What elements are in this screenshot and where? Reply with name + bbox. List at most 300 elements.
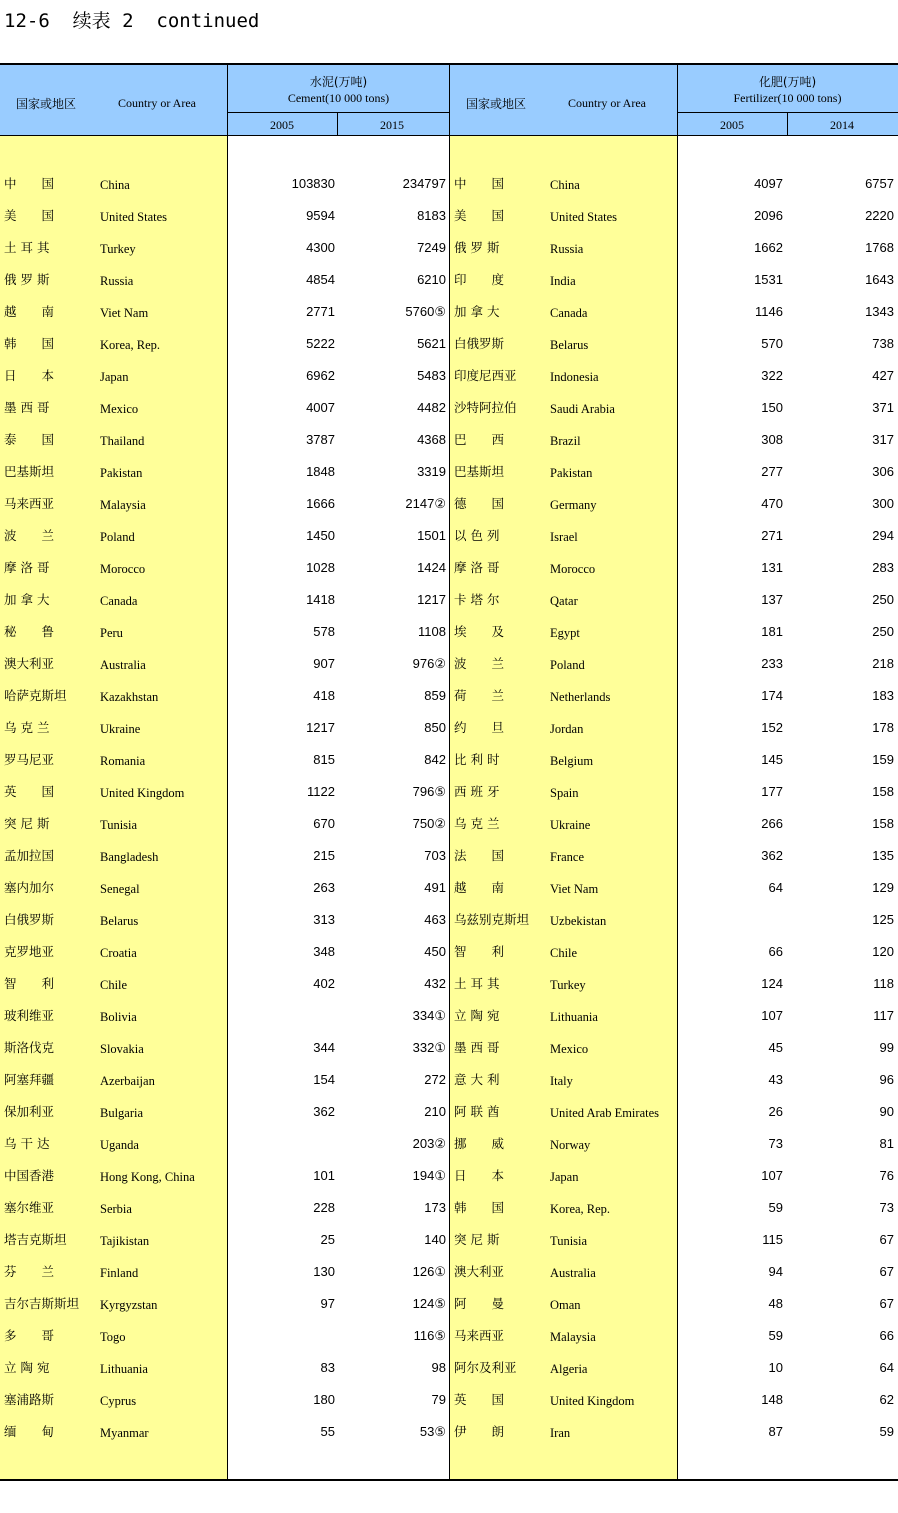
value-first-year: 66	[768, 944, 783, 959]
value-second-year: 234797	[402, 176, 446, 191]
country-name-cn: 立 陶 宛	[454, 1008, 500, 1023]
country-name-en: Poland	[550, 658, 585, 672]
value-first-year: 101	[313, 1168, 335, 1183]
country-name-en: Uzbekistan	[550, 914, 607, 928]
value-second-year: 976②	[412, 656, 446, 671]
value-second-year: 120	[872, 944, 894, 959]
value-second-year: 67	[879, 1232, 894, 1247]
value-first-year: 271	[761, 528, 783, 543]
value-second-year: 250	[872, 592, 894, 607]
value-first-year: 10	[768, 1360, 783, 1375]
table-row	[450, 240, 898, 272]
table-row	[0, 560, 450, 592]
table-row	[450, 1296, 898, 1328]
fertilizer-year-2014: 2014	[830, 118, 854, 132]
cement-header-en: Cement(10 000 tons)	[287, 91, 390, 105]
table-row	[450, 656, 898, 688]
country-name-en: Bangladesh	[100, 850, 159, 864]
value-second-year: 125	[872, 912, 894, 927]
country-name-cn: 摩 洛 哥	[454, 560, 500, 575]
value-second-year: 159	[872, 752, 894, 767]
country-name-cn: 玻利维亚	[4, 1008, 55, 1023]
country-name-en: Russia	[550, 242, 584, 256]
value-first-year: 1217	[306, 720, 335, 735]
table-row	[450, 1168, 898, 1200]
value-first-year: 9594	[306, 208, 335, 223]
table-row	[0, 240, 450, 272]
table-row	[450, 368, 898, 400]
value-second-year: 796⑤	[412, 784, 446, 799]
country-name-en: Italy	[550, 1074, 573, 1088]
value-first-year: 48	[768, 1296, 783, 1311]
country-name-cn: 阿 联 酋	[454, 1104, 500, 1119]
value-first-year: 470	[761, 496, 783, 511]
value-second-year: 250	[872, 624, 894, 639]
value-first-year: 115	[762, 1232, 783, 1247]
country-name-en: Tunisia	[550, 1234, 588, 1248]
value-second-year: 7249	[417, 240, 446, 255]
value-second-year: 1768	[865, 240, 894, 255]
table-row	[450, 528, 898, 560]
table-row	[450, 912, 898, 944]
country-name-en: Belgium	[550, 754, 594, 768]
table-row	[450, 208, 898, 240]
country-name-en: Australia	[550, 1266, 596, 1280]
table-row	[0, 720, 450, 752]
value-second-year: 53⑤	[419, 1424, 446, 1439]
value-second-year: 1108	[418, 624, 446, 639]
value-first-year: 4854	[306, 272, 335, 287]
table-row	[450, 784, 898, 816]
value-second-year: 158	[872, 784, 894, 799]
country-name-cn: 卡 塔 尔	[454, 592, 500, 607]
value-first-year: 1662	[754, 240, 783, 255]
table-row	[450, 1040, 898, 1072]
table-row	[0, 336, 450, 368]
country-header-en: Country or Area	[118, 96, 196, 110]
table-row	[450, 880, 898, 912]
value-second-year: 129	[872, 880, 894, 895]
country-name-en: Malaysia	[100, 498, 146, 512]
table-row	[450, 944, 898, 976]
table-row	[0, 1168, 450, 1200]
country-name-en: Mexico	[100, 402, 139, 416]
country-name-cn: 美 国	[4, 208, 55, 223]
country-name-en: Indonesia	[550, 370, 599, 384]
value-second-year: 5760⑤	[405, 304, 446, 319]
country-name-cn: 墨 西 哥	[454, 1040, 500, 1055]
value-first-year: 263	[313, 880, 335, 895]
value-second-year: 158	[872, 816, 894, 831]
value-second-year: 183	[872, 688, 894, 703]
table-row	[450, 848, 898, 880]
value-first-year: 418	[313, 688, 335, 703]
table-row	[450, 752, 898, 784]
country-name-cn: 阿 曼	[454, 1296, 505, 1311]
country-name-en: France	[550, 850, 585, 864]
country-name-cn: 西 班 牙	[454, 784, 500, 799]
country-name-cn: 白俄罗斯	[454, 336, 505, 351]
country-name-en: Morocco	[100, 562, 146, 576]
value-first-year: 148	[761, 1392, 783, 1407]
table-row	[0, 1360, 450, 1392]
country-name-en: Korea, Rep.	[550, 1202, 611, 1216]
fertilizer-header-cn: 化肥(万吨)	[758, 75, 817, 89]
table-row	[0, 176, 450, 208]
country-name-en: Malaysia	[550, 1330, 596, 1344]
table-row	[0, 1232, 450, 1264]
country-name-en: Brazil	[550, 434, 581, 448]
value-second-year: 1343	[865, 304, 894, 319]
value-first-year: 131	[761, 560, 783, 575]
country-name-en: Australia	[100, 658, 146, 672]
country-name-en: Canada	[550, 306, 588, 320]
value-second-year: 59	[879, 1424, 894, 1439]
country-name-cn: 阿尔及利亚	[454, 1360, 517, 1375]
country-name-cn: 塞尔维亚	[4, 1200, 55, 1215]
value-first-year: 1848	[306, 464, 335, 479]
country-name-en: Chile	[100, 978, 128, 992]
table-row	[0, 944, 450, 976]
country-name-cn: 美 国	[454, 208, 505, 223]
country-name-cn: 马来西亚	[4, 496, 55, 511]
value-second-year: 8183	[417, 208, 446, 223]
country-name-cn: 摩 洛 哥	[4, 560, 50, 575]
country-name-en: Oman	[550, 1298, 581, 1312]
value-second-year: 371	[872, 400, 894, 415]
country-name-cn: 以 色 列	[454, 528, 500, 543]
value-first-year: 137	[761, 592, 783, 607]
value-first-year: 313	[313, 912, 335, 927]
table-row	[450, 432, 898, 464]
country-name-cn: 哈萨克斯坦	[4, 688, 67, 703]
country-name-cn: 秘 鲁	[4, 624, 55, 639]
cement-header	[0, 63, 450, 136]
value-second-year: 81	[879, 1136, 894, 1151]
country-name-en: Lithuania	[100, 1362, 148, 1376]
table-row	[450, 400, 898, 432]
value-second-year: 1643	[865, 272, 894, 287]
country-name-cn: 突 尼 斯	[4, 816, 50, 831]
value-first-year: 344	[313, 1040, 335, 1055]
country-name-cn: 波 兰	[4, 528, 55, 543]
value-second-year: 124⑤	[412, 1296, 446, 1311]
country-name-cn: 俄 罗 斯	[4, 272, 50, 287]
value-second-year: 173	[424, 1200, 446, 1215]
value-second-year: 118	[873, 976, 894, 991]
table-row	[0, 976, 450, 1008]
value-second-year: 5621	[417, 336, 446, 351]
table-row	[450, 1008, 898, 1040]
country-name-en: Serbia	[100, 1202, 132, 1216]
value-first-year: 322	[761, 368, 783, 383]
country-name-en: Ukraine	[550, 818, 591, 832]
country-name-en: United Kingdom	[100, 786, 185, 800]
country-name-cn: 法 国	[454, 848, 505, 863]
country-name-cn: 加 拿 大	[4, 592, 50, 607]
value-first-year: 815	[313, 752, 335, 767]
country-name-cn: 斯洛伐克	[4, 1040, 55, 1055]
value-first-year: 4300	[306, 240, 335, 255]
country-name-cn: 白俄罗斯	[4, 912, 55, 927]
value-first-year: 215	[313, 848, 335, 863]
country-name-en: Uganda	[100, 1138, 139, 1152]
country-name-en: Slovakia	[100, 1042, 144, 1056]
country-name-en: Pakistan	[550, 466, 593, 480]
cement-header-cn: 水泥(万吨)	[309, 75, 368, 89]
value-second-year: 99	[879, 1040, 894, 1055]
value-first-year: 1450	[306, 528, 335, 543]
value-first-year: 83	[320, 1360, 335, 1375]
country-name-cn: 加 拿 大	[454, 304, 500, 319]
value-first-year: 1531	[754, 272, 783, 287]
country-name-en: Turkey	[550, 978, 586, 992]
country-name-cn: 德 国	[454, 496, 505, 511]
country-name-en: Belarus	[100, 914, 139, 928]
value-second-year: 334①	[412, 1008, 446, 1023]
country-name-en: Chile	[550, 946, 578, 960]
country-name-en: Ukraine	[100, 722, 141, 736]
value-second-year: 750②	[412, 816, 446, 831]
value-first-year: 3787	[306, 432, 335, 447]
table-row	[0, 1424, 450, 1456]
country-name-en: Korea, Rep.	[100, 338, 161, 352]
country-name-en: Viet Nam	[100, 306, 149, 320]
country-name-cn: 伊 朗	[454, 1424, 505, 1439]
country-name-cn: 中 国	[454, 176, 505, 191]
table-row	[450, 304, 898, 336]
table-row	[0, 784, 450, 816]
fertilizer-table	[450, 63, 898, 1481]
country-name-cn: 比 利 时	[454, 752, 500, 767]
cement-year-2005: 2005	[270, 118, 294, 132]
table-row	[0, 656, 450, 688]
table-row	[450, 1232, 898, 1264]
country-name-en: Peru	[100, 626, 123, 640]
value-first-year: 1122	[307, 784, 335, 799]
value-first-year: 578	[313, 624, 335, 639]
country-name-cn: 澳大利亚	[454, 1264, 505, 1279]
value-second-year: 4368	[417, 432, 446, 447]
country-name-cn: 缅 甸	[4, 1424, 55, 1439]
country-name-en: Canada	[100, 594, 138, 608]
value-second-year: 2220	[865, 208, 894, 223]
value-first-year: 59	[768, 1200, 783, 1215]
country-name-en: Hong Kong, China	[100, 1170, 195, 1184]
country-name-cn: 日 本	[454, 1168, 505, 1183]
value-first-year: 145	[761, 752, 783, 767]
country-name-en: Kyrgyzstan	[100, 1298, 158, 1312]
value-second-year: 450	[424, 944, 446, 959]
value-second-year: 427	[872, 368, 894, 383]
value-second-year: 432	[424, 976, 446, 991]
value-second-year: 4482	[417, 400, 446, 415]
country-name-en: Pakistan	[100, 466, 143, 480]
table-row	[0, 432, 450, 464]
country-name-cn: 韩 国	[454, 1200, 505, 1215]
table-row	[0, 400, 450, 432]
value-second-year: 203②	[412, 1136, 446, 1151]
country-name-cn: 多 哥	[4, 1328, 55, 1343]
country-name-cn: 泰 国	[4, 432, 55, 447]
table-row	[0, 848, 450, 880]
country-name-en: Viet Nam	[550, 882, 599, 896]
country-name-cn: 塞浦路斯	[4, 1392, 55, 1407]
value-second-year: 738	[872, 336, 894, 351]
country-name-cn: 乌兹别克斯坦	[454, 912, 530, 927]
country-name-en: India	[550, 274, 576, 288]
country-name-en: Tunisia	[100, 818, 138, 832]
value-first-year: 6962	[306, 368, 335, 383]
value-first-year: 150	[761, 400, 783, 415]
value-second-year: 859	[424, 688, 446, 703]
country-name-en: China	[100, 178, 130, 192]
value-second-year: 842	[424, 752, 446, 767]
value-second-year: 117	[873, 1008, 894, 1023]
country-name-cn: 墨 西 哥	[4, 400, 50, 415]
country-name-en: Saudi Arabia	[550, 402, 615, 416]
table-row	[0, 528, 450, 560]
country-name-en: Japan	[100, 370, 129, 384]
value-first-year: 152	[761, 720, 783, 735]
table-row	[450, 816, 898, 848]
value-second-year: 5483	[417, 368, 446, 383]
table-row	[0, 1008, 450, 1040]
table-row	[450, 272, 898, 304]
country-name-en: Senegal	[100, 882, 140, 896]
value-first-year: 45	[768, 1040, 783, 1055]
table-row	[0, 208, 450, 240]
country-name-en: Egypt	[550, 626, 580, 640]
value-first-year: 1418	[306, 592, 335, 607]
country-name-cn: 智 利	[454, 944, 505, 959]
value-second-year: 64	[879, 1360, 894, 1375]
value-first-year: 55	[320, 1424, 335, 1439]
table-row	[0, 1072, 450, 1104]
country-name-cn: 乌 克 兰	[4, 720, 50, 735]
country-name-cn: 巴基斯坦	[454, 464, 505, 479]
value-second-year: 3319	[417, 464, 446, 479]
value-first-year: 97	[320, 1296, 335, 1311]
table-row	[0, 1040, 450, 1072]
table-row	[0, 1104, 450, 1136]
table-row	[450, 1200, 898, 1232]
value-second-year: 332①	[412, 1040, 446, 1055]
value-first-year: 130	[313, 1264, 335, 1279]
value-first-year: 907	[313, 656, 335, 671]
country-name-en: Lithuania	[550, 1010, 598, 1024]
value-first-year: 5222	[306, 336, 335, 351]
country-name-cn: 巴基斯坦	[4, 464, 55, 479]
value-first-year: 26	[768, 1104, 783, 1119]
country-name-en: Togo	[100, 1330, 126, 1344]
table-row	[450, 464, 898, 496]
value-second-year: 6757	[865, 176, 894, 191]
value-second-year: 67	[879, 1296, 894, 1311]
value-first-year: 4007	[306, 400, 335, 415]
value-first-year: 402	[313, 976, 335, 991]
table-row	[0, 1264, 450, 1296]
country-name-en: Romania	[100, 754, 146, 768]
value-first-year: 94	[768, 1264, 783, 1279]
table-row	[450, 1072, 898, 1104]
value-second-year: 90	[879, 1104, 894, 1119]
table-row	[450, 560, 898, 592]
value-first-year: 570	[761, 336, 783, 351]
country-name-cn: 保加利亚	[4, 1104, 55, 1119]
table-row	[450, 1264, 898, 1296]
value-first-year: 228	[313, 1200, 335, 1215]
value-first-year: 25	[320, 1232, 335, 1247]
value-second-year: 283	[872, 560, 894, 575]
table-row	[0, 272, 450, 304]
country-name-cn: 阿塞拜疆	[4, 1072, 55, 1087]
value-second-year: 1501	[417, 528, 446, 543]
value-second-year: 96	[879, 1072, 894, 1087]
country-name-en: Iran	[550, 1426, 571, 1440]
cement-year-2015: 2015	[380, 118, 404, 132]
country-name-en: Japan	[550, 1170, 579, 1184]
value-second-year: 300	[872, 496, 894, 511]
value-second-year: 210	[424, 1104, 446, 1119]
value-second-year: 67	[879, 1264, 894, 1279]
value-first-year: 233	[761, 656, 783, 671]
country-name-en: United Arab Emirates	[550, 1106, 659, 1120]
value-first-year: 43	[768, 1072, 783, 1087]
country-name-cn: 越 南	[454, 880, 505, 895]
value-second-year: 317	[872, 432, 894, 447]
country-name-cn: 越 南	[4, 304, 55, 319]
country-name-cn: 突 尼 斯	[454, 1232, 500, 1247]
country-name-en: China	[550, 178, 580, 192]
value-second-year: 703	[424, 848, 446, 863]
country-name-en: Norway	[550, 1138, 591, 1152]
country-name-cn: 塔吉克斯坦	[4, 1232, 67, 1247]
table-row	[0, 368, 450, 400]
table-row	[450, 624, 898, 656]
value-second-year: 1217	[417, 592, 446, 607]
country-name-en: Tajikistan	[100, 1234, 150, 1248]
country-name-cn: 意 大 利	[454, 1072, 500, 1087]
value-first-year: 177	[761, 784, 783, 799]
country-name-en: Belarus	[550, 338, 589, 352]
table-row	[0, 1328, 450, 1360]
table-row	[0, 496, 450, 528]
table-row	[450, 1392, 898, 1424]
value-first-year: 103830	[291, 176, 335, 191]
country-name-en: Israel	[550, 530, 578, 544]
country-name-en: United Kingdom	[550, 1394, 635, 1408]
country-name-cn: 吉尔吉斯斯坦	[4, 1296, 80, 1311]
table-row	[450, 176, 898, 208]
table-row	[0, 624, 450, 656]
country-header-en: Country or Area	[568, 96, 646, 110]
country-name-en: Turkey	[100, 242, 136, 256]
cement-group-header	[227, 65, 450, 113]
value-second-year: 306	[872, 464, 894, 479]
country-name-cn: 塞内加尔	[4, 880, 55, 895]
country-name-en: Algeria	[550, 1362, 588, 1376]
table-row	[0, 464, 450, 496]
country-name-cn: 埃 及	[454, 624, 505, 639]
table-row	[450, 496, 898, 528]
country-name-en: Cyprus	[100, 1394, 137, 1408]
table-row	[0, 912, 450, 944]
country-name-en: Myanmar	[100, 1426, 149, 1440]
value-first-year: 266	[761, 816, 783, 831]
value-first-year: 2771	[306, 304, 335, 319]
country-name-cn: 孟加拉国	[4, 848, 55, 863]
